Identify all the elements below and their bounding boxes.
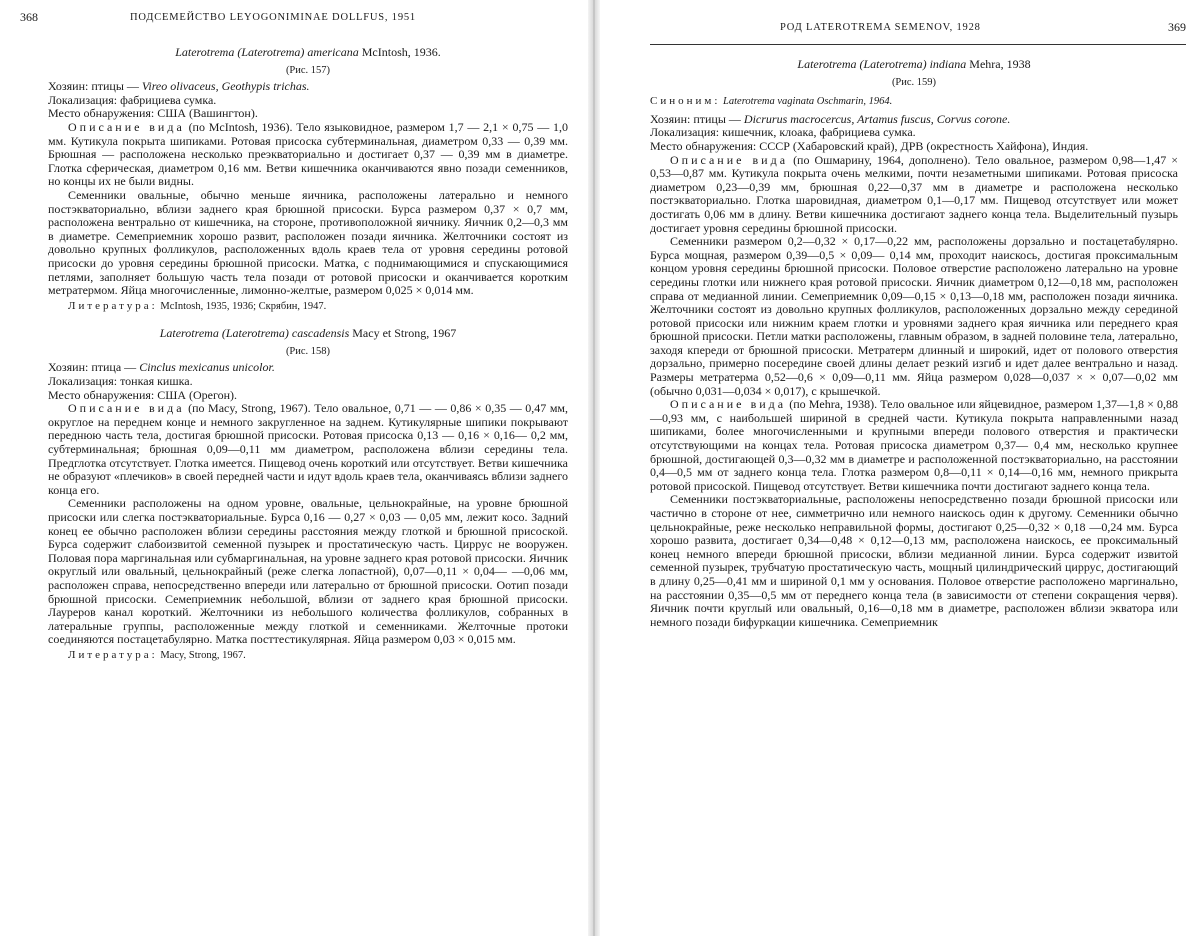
figure-ref: (Рис. 158) [285, 345, 331, 357]
testes-paragraph: Семенники постэкваториальные, расположены непосредственно позади брюшной присоски или частично в стороне от нее, симметрично или немного наискось один к другому. Семенники обычно цельнокрайные, реже несколько неправильной формы, достигают 0,25—0,32 × 0,18 —0,24 мм. Бурса хорошо развита, достигает 0,34—0,48 × 0,12—0,13 мм, расположена наискось, ее проксимальный конец немного впереди брюшной присоски, вблизи медианной линии. Бурса содержит извитой семенной пузырек, трубчатую простатическую часть, мощный цилиндрический циррус, достигающий в длину 0,25—0,41 мм и шириной 0,1 мм у основания. Половое отверстие расположено маргинально, на расстоянии 0,35—0,5 мм от переднего конца тела (в зависимости от степени сокращения червя). Яичник почти круглый или овальный, 0,16—0,18 мм в диаметре, расположен вблизи экватора или немного позади бифуркации кишечника. Семеприемник [650, 492, 1178, 629]
literature-line [68, 649, 568, 663]
species-title [650, 58, 1178, 72]
right-page [600, 0, 1200, 936]
description-lead: Описание вида [670, 397, 787, 412]
left-page [0, 0, 590, 936]
literature-lead: Литература: [68, 299, 158, 312]
section-gap [48, 313, 568, 327]
host-line [48, 361, 568, 375]
host-label: Хозяин: птицы — [650, 111, 741, 126]
species-author: McIntosh, 1936. [361, 45, 441, 59]
right-column [650, 58, 1178, 629]
literature-lead: Литература: [68, 648, 158, 661]
host-species: Dicrurus macrocercus, Artamus fuscus, Corvus corone. [743, 111, 1011, 126]
host-label: Хозяин: птицы — [48, 79, 139, 94]
host-line [48, 80, 568, 94]
description-paragraph [48, 402, 568, 497]
figure-ref: (Рис. 157) [285, 64, 331, 76]
running-head: РОД LATEROTREMA SEMENOV, 1928 [780, 22, 981, 33]
description-lead: Описание вида [68, 119, 185, 134]
host-species: Vireo olivaceus, Geothypis trichas. [141, 79, 310, 94]
description-text: (по Macy, Strong, 1967). Тело овальное, 0,71 — — 0,86 × 0,35 — 0,47 мм, округлое на переднем конце и немного закругленное на заднем. Кутикулярные шипики покрывают переднюю часть тела, достигая брюшной присоски. Ротовая присоска 0,13 — 0,16 × 0,16— 0,2 мм, субтерминальная; брюшная 0,09—0,11 мм диаметром, расположена вблизи середины тела. Предглотка отсутствует. Глотка имеется. Пищевод очень короткий или отсутствует. Ветви кишечника не образуют «плечиков» в своей передней части и идут вдоль краев тела, оканчиваясь вблизи заднего конца его. [48, 401, 569, 497]
description-text: (по Ошмарину, 1964, дополнено). Тело овальное, размером 0,98—1,47 × 0,53—0,87 мм. Кутикула покрыта очень мелкими, почти незаметными шипиками. Ротовая присоска диаметром 0,23—0,39 мм, брюшная 0,22—0,37 мм в диаметре и расположена несколько постэкваториально. Глотка шаровидная, диаметром 0,1—0,17 мм. Пищевод отсутствует или может достигать 0,06 мм в длину. Ветви кишечника достигают заднего конца тела. Выделительный пузырь достигает уровня середины брюшной присоски. [650, 152, 1179, 235]
literature-text: Macy, Strong, 1967. [160, 649, 246, 661]
description-lead: Описание вида [670, 152, 789, 167]
localization-line: Локализация: кишечник, клоака, фабрициева сумка. [650, 125, 916, 140]
description-lead: Описание вида [68, 401, 185, 416]
host-label: Хозяин: птица — [48, 360, 137, 375]
description-paragraph [650, 398, 1178, 493]
description-paragraph [48, 121, 568, 189]
left-column [48, 46, 568, 663]
locality-line: Место обнаружения: США (Вашингтон). [48, 106, 258, 121]
page-number: 369 [1168, 20, 1186, 34]
species-name: Laterotrema (Laterotrema) indiana [797, 57, 967, 71]
description-text: (по Mehra, 1938). Тело овальное или яйцевидное, размером 1,37—1,8 × 0,88—0,93 мм, с наибольшей шириной в средней части. Кутикула покрыта направленными назад шипиками, более многочисленными и крупными впереди полового отверстия и практически отсутствующими на концах тела. Ротовая присоска диаметром 0,37— 0,4 мм, несколько крупнее брюшной, достигающей 0,3—0,32 мм в диаметре и расположенной постэкваториально, на расстоянии 0,4—0,5 мм от заднего конца тела. Глотка размером 0,8—0,11 × 0,14—0,16 мм, немного прикрыта ротовой присоской. Пищевод отсутствует. Ветви кишечника почти достигают заднего конца тела. [650, 397, 1179, 493]
description-text: (по McIntosh, 1936). Тело языковидное, размером 1,7 — 2,1 × 0,75 — 1,0 мм. Кутикула покрыта шипиками. Ротовая присоска субтерминальная, диаметром 0,33 — 0,39 мм. Брюшная — расположена несколько преэкваториально и достигает 0,37 — 0,39 мм в диаметре. Глотка сферическая, диаметром 0,16 мм. Ветви кишечника оканчиваются явно позади семенников, но концы их не были видны. [48, 119, 569, 189]
literature-line [68, 300, 568, 314]
species-title [48, 327, 568, 341]
testes-paragraph: Семенники размером 0,2—0,32 × 0,17—0,22 мм, расположены дорзально и постацетабулярно. Бурса мощная, размером 0,39—0,5 × 0,09— 0,14 мм, проходит наискось, достигая проксимальным концом уровня середины брюшной присоски. Половое отверстие расположено латерально на уровне середины глотки или нижнего края ротовой присоски. Яичник диаметром 0,12—0,18 мм, расположен справа от медианной линии. Семеприемник 0,09—0,15 × 0,13—0,18 мм, расположен позади яичника. Желточники состоят из довольно крупных фолликулов, расположенных дорзально между серединой ротовой присоски или нижним краем глотки и уровнями заднего края яичника или переднего края брюшной присоски. Петли матки расположены, главным образом, в задней половине тела, латерально, заходя кпереди от брюшной присоски. Метратерм длинный и широкий, идет от полового отверстия дорзально, примерно посередине своей длины делает резкий изгиб и идет далее вентрально и назад. Размеры метратерма 0,52—0,6 × 0,09—0,11 мм. Яйца размером 0,028—0,037 × × 0,07—0,02 мм (обычно 0,031—0,034 × 0,017), с крышечкой. [650, 234, 1178, 398]
species-title [48, 46, 568, 60]
species-author: Mehra, 1938 [969, 57, 1031, 71]
page-number: 368 [20, 10, 38, 24]
synonym-lead: Синоним: [650, 95, 721, 108]
header-rule [650, 44, 1186, 45]
literature-text: McIntosh, 1935, 1936; Скрябин, 1947. [160, 300, 327, 312]
testes-paragraph: Семенники расположены на одном уровне, овальные, цельнокрайные, на уровне брюшной присоски или слегка постэкваториальные. Бурса 0,16 — 0,27 × 0,03 — 0,05 мм, лежит косо. Задний конец ее обычно расположен вблизи середины расстояния между глоткой и брюшной присоской. Бурса содержит слабоизвитой семенной пузырек и простатическую часть. Циррус не вооружен. Половая пора маргинальная или субмаргинальная, на уровне заднего края ротовой присоски. Яичник округлый или овальный, цельнокрайный (реже слегка лопастной), 0,07—0,11 × 0,04— —0,06 мм, расположен справа, непосредственно впереди или латерально от брюшной присоски. Оотип позади брюшной присоски. Семеприемник небольшой, вблизи от заднего края брюшной присоски. Лауреров канал короткий. Желточники из небольшого количества фолликулов, собранных в латеральные группы, расположенные между глоткой и семенниками. Желточные протоки соединяются постацетабулярно. Матка посттестикулярная. Яйца размером 0,03 × 0,015 мм. [48, 496, 568, 647]
species-name: Laterotrema (Laterotrema) americana [175, 45, 359, 59]
description-paragraph [650, 154, 1178, 236]
book-gutter [588, 0, 600, 936]
running-head: ПОДСЕМЕЙСТВО LEYOGONIMINAE DOLLFUS, 1951 [130, 12, 416, 23]
locality-line: Место обнаружения: США (Орегон). [48, 387, 238, 402]
host-line [650, 113, 1178, 127]
synonym-line [650, 95, 1178, 109]
species-author: Macy et Strong, 1967 [352, 326, 457, 341]
figure-ref: (Рис. 159) [891, 76, 937, 88]
host-species: Cinclus mexicanus unicolor. [139, 360, 275, 375]
synonym-text: Laterotrema vaginata Oschmarin, 1964. [723, 96, 893, 108]
species-name: Laterotrema (Laterotrema) cascadensis [159, 326, 350, 341]
testes-paragraph: Семенники овальные, обычно меньше яичника, расположены латерально и немного постэкваториально, вблизи заднего края брюшной присоски. Бурса размером 0,37 × 0,7 мм, расположена вентрально от кишечника, на стороне, противоположной яичнику. Яичник 0,2—0,3 мм в диаметре. Семеприемник хорошо развит, расположен позади яичника. Желточники состоят из довольно крупных фолликулов, расположенных вдоль краев тела от уровня середины ротовой присоски до уровня середины брюшной присоски. Матка, с поднимающимися и спускающимися петлями, заполняет большую часть тела позади от ротовой присоски и оканчивается коротким метратермом. Яйца многочисленные, лимонно-желтые, размером 0,025 × 0,014 мм. [48, 187, 568, 298]
locality-line: Место обнаружения: СССР (Хабаровский край), ДРВ (окрестность Хайфона), Индия. [650, 138, 1089, 153]
localization-line: Локализация: фабрициева сумка. [48, 92, 217, 107]
localization-line: Локализация: тонкая кишка. [48, 374, 193, 389]
